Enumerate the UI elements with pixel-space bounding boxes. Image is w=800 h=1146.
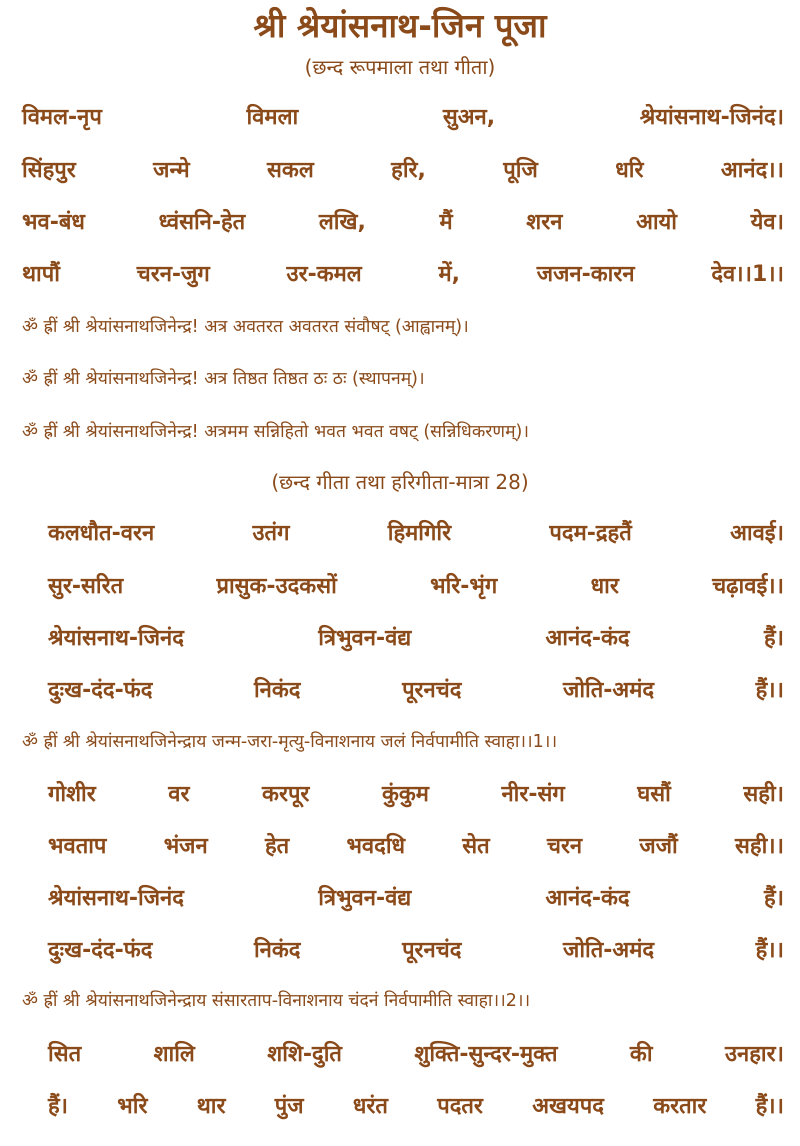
word: शालि (153, 1042, 195, 1067)
chhand-subtitle-2: (छन्द गीता तथा हरिगीता-मात्रा 28) (271, 470, 529, 494)
word: सुर-सरित (48, 574, 124, 599)
word: की (629, 1042, 653, 1067)
chandan-line-1 (48, 778, 784, 812)
word: विमला (246, 105, 299, 130)
word: दुःख-दंद-फंद (48, 678, 153, 703)
word: हैं।। (755, 678, 784, 703)
word: पूरनचंद (402, 938, 462, 963)
word: उनहार। (724, 1042, 784, 1067)
word: चरन (546, 834, 583, 859)
jal-line-1 (48, 517, 784, 551)
word: भरि (117, 1094, 148, 1119)
word: सही। (743, 782, 784, 807)
word: जजौं (639, 834, 678, 859)
word: धरंत (352, 1094, 388, 1119)
word: करतार (653, 1094, 707, 1119)
word: आनंद।। (720, 158, 784, 183)
word: हैं। (763, 626, 784, 651)
chandan-line-3 (48, 882, 784, 916)
word: प्रासुक-उदकसों (216, 574, 337, 599)
word: पदम-द्रहतैं (549, 521, 632, 546)
word: थापौं (22, 262, 60, 287)
word: पदतर (437, 1094, 483, 1119)
word: करपूर (262, 782, 310, 807)
word: सकल (267, 158, 314, 183)
word: ध्वंसनि-हेत (158, 210, 246, 235)
word: पूजि (503, 158, 538, 183)
sthapana-line-4 (22, 258, 784, 292)
word: पुंज (274, 1094, 304, 1119)
chandan-line-4 (48, 934, 784, 968)
word: विमल-नृप (22, 105, 102, 130)
word: शरन (526, 210, 563, 235)
word: नीर-संग (501, 782, 565, 807)
word: आनंद-कंद (545, 626, 630, 651)
jal-line-4 (48, 674, 784, 708)
word: भरि-भृंग (430, 574, 498, 599)
mantra-ahvanan: ॐ ह्रीं श्री श्रेयांसनाथजिनेन्द्र! अत्र अवतरत अवतरत संवौषट् (आह्वानम्)। (22, 317, 469, 337)
word: त्रिभुवन-वंद्य (318, 626, 412, 651)
jal-line-3 (48, 622, 784, 656)
word: सुअन, (442, 105, 496, 130)
word: भवताप (48, 834, 107, 859)
word: घसौं (637, 782, 671, 807)
word: कुंकुम (381, 782, 429, 807)
word: देव।।1।। (711, 262, 784, 287)
word: हैं।। (755, 1094, 784, 1119)
word: त्रिभुवन-वंद्य (318, 886, 412, 911)
word: मैं (439, 210, 453, 235)
word: भंजन (163, 834, 208, 859)
chhand-subtitle-1: (छन्द रूपमाला तथा गीता) (304, 55, 496, 79)
word: उतंग (252, 521, 290, 546)
word: हैं।। (755, 938, 784, 963)
word: जोति-अमंद (563, 678, 655, 703)
word: कलधौत-वरन (48, 521, 155, 546)
chandan-line-2 (48, 830, 784, 864)
word: चरन-जुग (136, 262, 210, 287)
word: आनंद-कंद (545, 886, 630, 911)
word: जजन-कारन (536, 262, 635, 287)
word: आयो (636, 210, 678, 235)
sthapana-line-1 (22, 101, 784, 135)
word: निकंद (253, 938, 301, 963)
word: निकंद (253, 678, 301, 703)
word: दुःख-दंद-फंद (48, 938, 153, 963)
jal-line-2 (48, 570, 784, 604)
sthapana-line-2 (22, 154, 784, 188)
word: वर (168, 782, 190, 807)
word: सेत (462, 834, 490, 859)
page-title: श्री श्रेयांसनाथ-जिन पूजा (253, 6, 547, 45)
word: हिमगिरि (387, 521, 452, 546)
word: गोशीर (48, 782, 96, 807)
word: अखयपद (532, 1094, 604, 1119)
word: पूरनचंद (402, 678, 462, 703)
word: सिंहपुर (22, 158, 76, 183)
mantra-sannidhikaranam: ॐ ह्रीं श्री श्रेयांसनाथजिनेन्द्र! अत्रमम सन्निहितो भवत भवत वषट् (सन्निधिकरणम्)। (22, 422, 529, 442)
akshat-line-1 (48, 1038, 784, 1072)
word: श्रेयांसनाथ-जिनंद (48, 886, 184, 911)
word: भवदधि (346, 834, 406, 859)
word: हेत (264, 834, 290, 859)
word: धार (590, 574, 619, 599)
word: में, (438, 262, 460, 287)
word: जन्मे (153, 158, 190, 183)
mantra-sthapanam: ॐ ह्रीं श्री श्रेयांसनाथजिनेन्द्र! अत्र तिष्ठत तिष्ठत ठः ठः (स्थापनम्)। (22, 369, 425, 389)
mantra-chandan: ॐ ह्रीं श्री श्रेयांसनाथजिनेन्द्राय संसारताप-विनाशनाय चंदनं निर्वपामीति स्वाहा।।2।। (22, 991, 531, 1011)
word: शुक्ति-सुन्दर-मुक्त (414, 1042, 558, 1067)
word: धरि (615, 158, 644, 183)
word: सही।। (735, 834, 784, 859)
akshat-line-2 (48, 1090, 784, 1124)
word: सित (48, 1042, 82, 1067)
word: चढ़ावई।। (712, 574, 784, 599)
word: लखि, (318, 210, 366, 235)
mantra-jal: ॐ ह्रीं श्री श्रेयांसनाथजिनेन्द्राय जन्म-जरा-मृत्यु-विनाशनाय जलं निर्वपामीति स्वाहा।।1।। (22, 732, 558, 752)
word: श्रेयांसनाथ-जिनंद (48, 626, 184, 651)
word: येव। (750, 210, 784, 235)
word: हैं। (48, 1094, 69, 1119)
word: श्रेयांसनाथ-जिनंद। (639, 105, 784, 130)
word: थार (196, 1094, 226, 1119)
word: भव-बंध (22, 210, 85, 235)
word: उर-कमल (286, 262, 362, 287)
word: जोति-अमंद (563, 938, 655, 963)
word: हैं। (763, 886, 784, 911)
sthapana-line-3 (22, 206, 784, 240)
word: आवई। (730, 521, 784, 546)
word: हरि, (391, 158, 426, 183)
word: शशि-दुति (267, 1042, 342, 1067)
